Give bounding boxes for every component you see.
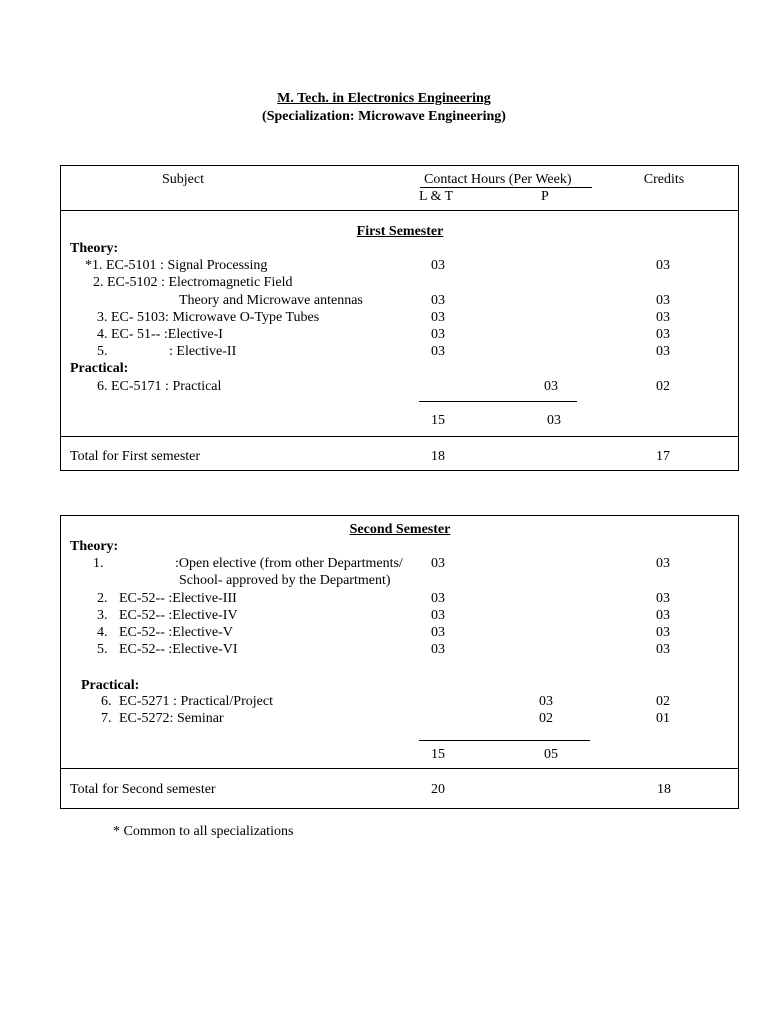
lt-cell: 03 [431, 327, 445, 342]
subtotal-p: 05 [544, 747, 558, 762]
practical-label: Practical: [81, 678, 140, 693]
row-number: 3. [97, 608, 108, 623]
lt-cell: 03 [431, 608, 445, 623]
subject-cell: School- approved by the Department) [179, 573, 391, 588]
credits-cell: 03 [656, 608, 670, 623]
row-number: 7. [101, 711, 112, 726]
credits-cell: 01 [656, 711, 670, 726]
lt-cell: 03 [431, 642, 445, 657]
subject-cell: 6. EC-5171 : Practical [97, 379, 222, 394]
credits-cell: 03 [656, 310, 670, 325]
credits-cell: 03 [656, 625, 670, 640]
credits-cell: 03 [656, 293, 670, 308]
credits-cell: 03 [656, 258, 670, 273]
subject-cell: EC-52-- :Elective-V [119, 625, 233, 640]
credits-cell: 03 [656, 591, 670, 606]
subtotal-lt: 15 [431, 747, 445, 762]
credits-cell: 02 [656, 694, 670, 709]
subtotal-line [419, 401, 577, 402]
total-hours: 18 [431, 449, 445, 464]
subject-cell-suffix: : Elective-II [169, 344, 237, 359]
subject-cell: :Open elective (from other Departments/ [175, 556, 403, 571]
credits-header: Credits [643, 172, 685, 187]
row-number: 2. [97, 591, 108, 606]
row-number: 6. [101, 694, 112, 709]
subject-cell: Theory and Microwave antennas [179, 293, 363, 308]
theory-label: Theory: [70, 539, 119, 554]
lt-cell: 03 [431, 591, 445, 606]
subtotal-line [419, 740, 590, 741]
credits-cell: 02 [656, 379, 670, 394]
credits-cell: 03 [656, 344, 670, 359]
p-cell: 03 [539, 694, 553, 709]
row-number: 4. [97, 625, 108, 640]
subject-cell: EC-52-- :Elective-III [119, 591, 237, 606]
total-credits: 17 [656, 449, 670, 464]
credits-cell: 03 [656, 556, 670, 571]
second-semester-title: Second Semester [349, 522, 451, 537]
subject-cell: EC-52-- :Elective-VI [119, 642, 238, 657]
lt-cell: 03 [431, 625, 445, 640]
total-divider [60, 436, 739, 437]
subject-cell: 5. [97, 344, 108, 359]
lt-cell: 03 [431, 293, 445, 308]
subject-cell: EC-52-- :Elective-IV [119, 608, 238, 623]
lt-cell: 03 [431, 556, 445, 571]
subject-cell: 4. EC- 51-- :Elective-I [97, 327, 223, 342]
p-cell: 02 [539, 711, 553, 726]
total-credits: 18 [657, 782, 671, 797]
total-hours: 20 [431, 782, 445, 797]
row-number: 5. [97, 642, 108, 657]
footnote: * Common to all specializations [113, 824, 294, 839]
contact-hours-header: Contact Hours (Per Week) [424, 172, 572, 187]
subject-cell: EC-5272: Seminar [119, 711, 224, 726]
subject-cell: 3. EC- 5103: Microwave O-Type Tubes [97, 310, 320, 325]
subject-cell: 2. EC-5102 : Electromagnetic Field [93, 275, 293, 290]
subtotal-p: 03 [547, 413, 561, 428]
theory-label: Theory: [70, 241, 119, 256]
lt-cell: 03 [431, 310, 445, 325]
practical-label: Practical: [70, 361, 129, 376]
total-divider [60, 768, 739, 769]
lt-header: L & T [419, 189, 454, 204]
first-semester-title: First Semester [356, 224, 444, 239]
lt-cell: 03 [431, 344, 445, 359]
contact-hours-underline [420, 187, 592, 188]
row-number: 1. [93, 556, 104, 571]
document-subtitle: (Specialization: Microwave Engineering) [262, 109, 506, 124]
credits-cell: 03 [656, 327, 670, 342]
total-label: Total for Second semester [70, 782, 216, 797]
header-divider [60, 210, 739, 211]
subtotal-lt: 15 [431, 413, 445, 428]
credits-cell: 03 [656, 642, 670, 657]
lt-cell: 03 [431, 258, 445, 273]
total-label: Total for First semester [70, 449, 201, 464]
subject-header: Subject [162, 172, 204, 187]
p-header: P [541, 189, 549, 204]
document-title: M. Tech. in Electronics Engineering [277, 91, 491, 106]
p-cell: 03 [544, 379, 558, 394]
subject-cell: *1. EC-5101 : Signal Processing [85, 258, 268, 273]
subject-cell: EC-5271 : Practical/Project [119, 694, 273, 709]
